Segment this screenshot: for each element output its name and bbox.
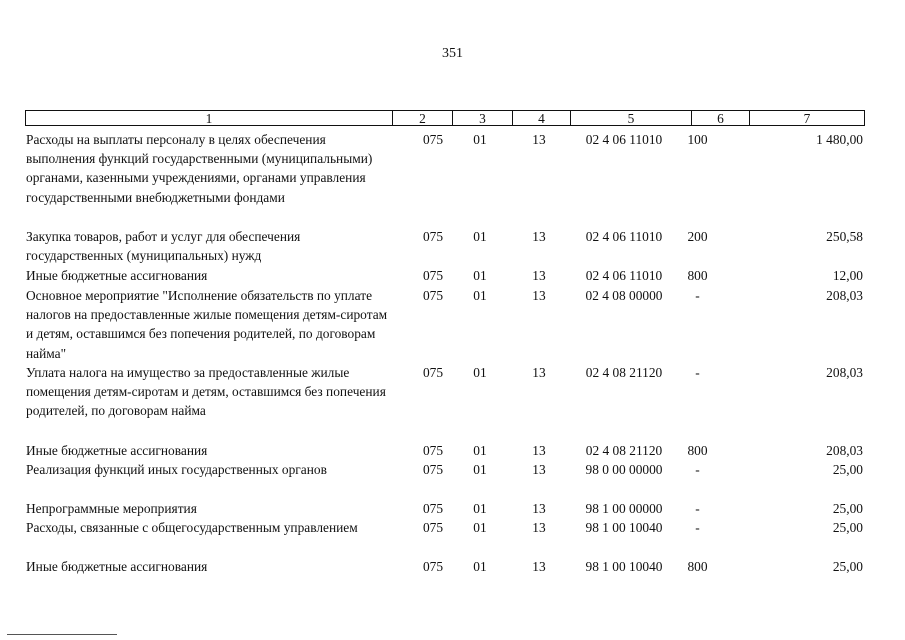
row-code-5: 02 4 08 00000 [585, 288, 663, 303]
row-amount: 12,00 [832, 268, 863, 283]
row-amount: 208,03 [826, 365, 863, 380]
row-code-4: 13 [532, 443, 546, 458]
row-code-6: 100 [687, 132, 708, 147]
footnote-rule [7, 634, 117, 635]
row-code-6: 800 [687, 443, 708, 458]
row-code-4: 13 [532, 501, 546, 516]
row-code-4: 13 [532, 288, 546, 303]
header-col-6: 6 [691, 111, 749, 125]
row-amount: 1 480,00 [816, 132, 863, 147]
row-code-5: 02 4 08 21120 [585, 365, 663, 380]
row-code-5: 02 4 06 11010 [585, 132, 663, 147]
row-code-2: 075 [422, 462, 444, 477]
row-code-6: - [695, 365, 700, 380]
row-code-3: 01 [473, 559, 487, 574]
row-code-3: 01 [473, 268, 487, 283]
row-code-4: 13 [532, 559, 546, 574]
row-code-5: 98 0 00 00000 [585, 462, 663, 477]
row-code-2: 075 [422, 229, 444, 244]
row-name: Реализация функций иных государственных органов [26, 462, 327, 477]
row-code-2: 075 [422, 520, 444, 535]
row-code-3: 01 [473, 288, 487, 303]
row-code-3: 01 [473, 229, 487, 244]
row-code-3: 01 [473, 501, 487, 516]
row-code-6: 200 [687, 229, 708, 244]
header-col-5: 5 [570, 111, 691, 125]
row-code-6: - [695, 520, 700, 535]
table-header [25, 110, 865, 126]
row-code-5: 02 4 08 21120 [585, 443, 663, 458]
header-col-1: 1 [205, 111, 213, 126]
row-code-4: 13 [532, 462, 546, 477]
row-code-4: 13 [532, 132, 546, 147]
row-name: Иные бюджетные ассигнования [26, 559, 208, 574]
row-code-6: - [695, 501, 700, 516]
row-code-2: 075 [422, 443, 444, 458]
row-code-6: 800 [687, 559, 708, 574]
row-code-3: 01 [473, 520, 487, 535]
row-code-4: 13 [532, 520, 546, 535]
row-code-2: 075 [422, 365, 444, 380]
header-col-7: 7 [749, 111, 864, 125]
row-code-5: 98 1 00 10040 [585, 520, 663, 535]
row-code-6: - [695, 462, 700, 477]
row-amount: 25,00 [832, 559, 863, 574]
budget-table [25, 110, 865, 574]
row-name: Иные бюджетные ассигнования [26, 268, 208, 283]
page-number: 351 [442, 46, 463, 61]
row-amount: 208,03 [826, 288, 863, 303]
row-code-4: 13 [532, 229, 546, 244]
row-code-4: 13 [532, 365, 546, 380]
row-code-2: 075 [422, 288, 444, 303]
row-code-6: - [695, 288, 700, 303]
row-name: Расходы, связанные с общегосударственным управлением [26, 520, 358, 535]
row-code-3: 01 [473, 443, 487, 458]
row-code-6: 800 [687, 268, 708, 283]
row-name: Уплата налога на имущество за предоставленные жилые помещения детям-сиротам и детям, оставшимся без попечения родителей, по договорам найма [26, 365, 386, 419]
row-code-2: 075 [422, 268, 444, 283]
row-code-5: 98 1 00 00000 [585, 501, 663, 516]
row-code-2: 075 [422, 132, 444, 147]
row-name: Непрограммные мероприятия [26, 501, 197, 516]
header-col-4: 4 [512, 111, 570, 125]
row-code-2: 075 [422, 501, 444, 516]
row-code-3: 01 [473, 462, 487, 477]
row-amount: 208,03 [826, 443, 863, 458]
row-name: Закупка товаров, работ и услуг для обеспечения государственных (муниципальных) нужд [26, 229, 301, 264]
row-code-3: 01 [473, 365, 487, 380]
row-code-3: 01 [473, 132, 487, 147]
row-amount: 25,00 [832, 501, 863, 516]
header-col-2: 2 [392, 111, 452, 125]
row-code-2: 075 [422, 559, 444, 574]
row-name: Расходы на выплаты персоналу в целях обеспечения выполнения функций государственными (муниципальными) органами, казенными учреждениями, органами управления государственными внебюджетными фондами [26, 132, 373, 205]
row-amount: 25,00 [832, 520, 863, 535]
row-name: Иные бюджетные ассигнования [26, 443, 208, 458]
header-col-3: 3 [452, 111, 512, 125]
row-code-5: 02 4 06 11010 [585, 268, 663, 283]
row-code-5: 98 1 00 10040 [585, 559, 663, 574]
row-amount: 25,00 [832, 462, 863, 477]
row-code-4: 13 [532, 268, 546, 283]
row-code-5: 02 4 06 11010 [585, 229, 663, 244]
row-amount: 250,58 [826, 229, 863, 244]
row-name: Основное мероприятие "Исполнение обязательств по уплате налогов на предоставленные жилые помещения детям-сиротам и детям, оставшимся без попечения родителей, по договорам найма" [26, 288, 388, 361]
